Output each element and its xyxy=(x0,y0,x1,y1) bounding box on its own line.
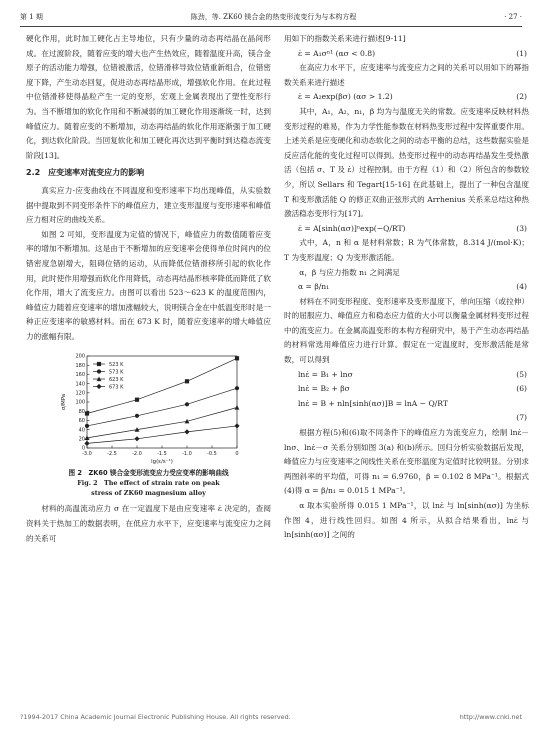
issue-number: 第 1 期 xyxy=(20,13,43,21)
paragraph: α 取本实验所得 0.015 1 MPa⁻¹，以 lnε̇ 与 ln[sinh(ασ)] 为坐标作图 4，进行线性回归。如图 4 所示，从拟合结果看出，lnε̇ 与 ln[sinh(ασ)] 之间的 xyxy=(284,501,529,540)
paragraph: 用如下的指数关系来进行描述[9-11] xyxy=(284,34,406,43)
data-point-square xyxy=(96,362,100,366)
equation-5 xyxy=(284,368,529,383)
equation-body: lnε̇ = B + nln[sinh(ασ)]B = lnA − Q/RT xyxy=(298,398,448,408)
x-tick-label: -3.0 xyxy=(81,451,92,458)
paragraph: 硬化作用，此时加工硬化占主导地位，只有少量的动态再结晶在晶间形成。在过渡阶段，随着应变的增大也产生热效应，随着温度升高，镁合金原子的活动能力增强，位错被激活，位错滑移导致位错重新组合，位错密度下降，产生动态回复，促进动态再结晶形成，增强软化作用。在此过程中位错滑移使得晶粒产生一定的变形，宏观上金属表现出了塑性变形行为。当不断增加的软化作用和不断减弱的加工硬化作用逐渐统一时，达到峰值应力。随着应变的不断增加，动态再结晶的软化作用逐渐强于加工硬化，到达软化阶段。当回复软化和加工硬化再次达到平衡时到达稳态流变阶段[13]。 xyxy=(26,34,271,160)
data-point-circle xyxy=(84,424,88,428)
equation-7 xyxy=(284,397,529,412)
y-tick-label: 40 xyxy=(78,427,85,434)
series-line xyxy=(87,426,237,443)
data-point-circle xyxy=(96,370,100,374)
data-point-diamond xyxy=(134,437,139,442)
footer-url: http://www.cnki.net xyxy=(459,713,522,721)
header-rule xyxy=(20,26,522,27)
legend-label: 673 K xyxy=(108,384,123,391)
left-column xyxy=(26,32,271,546)
figure-caption-cn: 图 2 ZK60 镁合金变形流变应力受应变率的影响曲线 xyxy=(68,469,229,478)
equation-body: lnε̇ = B₁ + lnσ xyxy=(298,369,353,379)
data-point-diamond xyxy=(96,384,101,389)
equation-body: ε̇ = A₂exp(βσ) (ασ > 1.2) xyxy=(298,92,393,102)
equation-body: ε̇ = A[sinh(ασ)]ⁿexp(−Q/RT) xyxy=(298,223,406,233)
paragraph: α，β 与应力指数 n₁ 之间满足 xyxy=(299,267,400,277)
equation-body: α = β/n₁ xyxy=(298,282,330,292)
data-point-diamond xyxy=(184,430,189,435)
page-number: · 27 · xyxy=(504,13,522,21)
data-point-square xyxy=(184,380,188,384)
equation-body: ε̇ = A₁σⁿ¹ (ασ < 0.8) xyxy=(298,48,376,58)
section-heading: 2.2 应变速率对流变应力的影响 xyxy=(26,168,145,178)
x-tick-label: -1.0 xyxy=(181,451,192,458)
equation-number: (2) xyxy=(516,92,527,102)
x-tick-label: -2.0 xyxy=(131,451,142,458)
paragraph: 如图 2 可知，变形温度为定值的情况下，峰值应力的数值随着应变率的增加不断增加。这是由于不断增加的应变速率会使得单位时间内的位错密度急剧增大，阻碍位错的运动，从而降低位错滑移所引起的软化作用，此时使作用增强而软化作用降低，动态再结晶形核率降低而降低了软化作用，增大了流变应力。由图可以看出 523～623 K 的温度范围内，峰值应力随着应变速率的增加涨幅较大，说明镁合金在中低温变形时是一种正应变速率的敏感材料。而在 673 K 时，随着应变速率的增大峰值应力的涨幅有限。 xyxy=(26,229,271,341)
copyright-notice: ?1994-2017 China Academic Journal Electronic Publishing House. All rights reserved. xyxy=(20,713,291,721)
y-tick-label: 60 xyxy=(78,418,85,425)
running-header xyxy=(20,10,522,24)
figure-caption-en: stress of ZK60 magnesium alloy xyxy=(91,489,206,498)
running-title: 陈劲，等. ZK60 镁合金的热变形流变行为与本构方程 xyxy=(190,13,357,21)
paragraph: 在高应力水平下，应变速率与流变应力之间的关系可以用如下的幂指数关系来进行描述 xyxy=(284,63,529,87)
equation-number: (4) xyxy=(516,282,527,292)
data-point-square xyxy=(234,357,238,361)
equation-number: (6) xyxy=(516,384,527,394)
y-tick-label: 180 xyxy=(74,363,85,370)
legend-label: 573 K xyxy=(108,369,123,376)
data-point-circle xyxy=(234,387,238,391)
equation-body: lnε̇ = B₂ + βσ xyxy=(298,384,350,394)
x-axis-label: lg(ε/s⁻¹) xyxy=(150,459,173,466)
data-point-triangle xyxy=(234,405,239,410)
paragraph: 真实应力-应变曲线在不同温度和变形速率下均出现峰值，从实验数据中提取到不同变形条件下的峰值应力，建立变形温度与变形速率和峰值应力相对应的曲线关系。 xyxy=(26,185,271,225)
legend-label: 523 K xyxy=(108,362,123,369)
paragraph: 式中，A，n 和 α 是材料常数；R 为气体常数，8.314 J/(mol·K)；T 为变形温度；Q 为变形激活能。 xyxy=(284,238,529,262)
x-tick-label: -1.5 xyxy=(156,451,167,458)
x-tick-label: 0 xyxy=(234,451,239,458)
equation-4 xyxy=(284,280,529,295)
equation-number: (1) xyxy=(516,48,527,58)
equation-number: (3) xyxy=(516,223,527,233)
equation-6 xyxy=(284,382,529,397)
equation-number: (5) xyxy=(516,369,527,379)
figure-caption-en: Fig. 2 The effect of strain rate on peak xyxy=(77,479,220,488)
paragraph: 材料的高温流动应力 σ 在一定温度下是由应变速率 ε̇ 决定的，查阅资料关于热加工的数据表明，在低应力水平下，应变速率与流变应力之间的关系可 xyxy=(26,504,271,543)
data-point-diamond xyxy=(234,424,239,429)
x-tick-label: -2.5 xyxy=(106,451,117,458)
y-tick-label: 80 xyxy=(78,409,85,416)
paragraph: 其中，A₁，A₂，n₁，β 均为与温度无关的常数。应变速率反映材料热变形过程的难易，作为力学性能参数在材料热变形过程中发挥重要作用。上述关系是应变硬化和动态软化之间的动态平衡的总结，这些数据实验是反应活化能的变化过程可以得到。热变形过程中的动态再结晶发生受热激活（包括 σ、T 及 ε̇）过程控制。由于方程（1）和（2）所包含的参数较少，所以 Sellars 和 Tegart[15-16] 在此基础上，提出了一种包含温度 T 和变形激活能 Q 的修正双曲正弦形式的 Arrhenius 关系来总结这种热激活稳态变形行为[17]。 xyxy=(284,106,529,219)
x-tick-label: -0.5 xyxy=(206,451,217,458)
equation-1 xyxy=(284,47,529,62)
series-line xyxy=(87,408,237,438)
equation-3 xyxy=(284,222,529,237)
equation-2 xyxy=(284,90,529,105)
equation-number: (7) xyxy=(516,413,527,423)
y-tick-label: 20 xyxy=(78,436,85,443)
data-point-diamond xyxy=(84,441,89,446)
data-point-square xyxy=(134,398,138,402)
y-tick-label: 200 xyxy=(74,354,85,361)
paragraph: 根据方程(5)和(6)取不同条件下的峰值应力为流变应力，绘制 lnε̇－lnσ、lnε̇－σ 关系分别如图 3(a) 和(b)所示。回归分析实验数据后发现，峰值应力与应变速率之间线性关系在变形温度为定值时比较明显。分别求两图斜率的平均值，可得 n₁ = 6.9760，β = 0.102 8 MPa⁻¹。根据式(4)得 α = β/n₁ = 0.015 1 MPa⁻¹。 xyxy=(284,428,529,496)
peak-stress-chart xyxy=(49,350,249,468)
paragraph: 材料在不同变形程度、变形速率及变形温度下，单向压缩（或拉伸）时的屈服应力、峰值应力和稳态应力值的大小可以衡量金属材料变形过程中的流变应力。在金属高温变形的本构方程研究中，易于产生动态再结晶的材料常选用峰值应力进行计算。假定在一定温度时，变形激活能是常数，可以得到 xyxy=(284,296,529,365)
y-tick-label: 120 xyxy=(74,390,85,397)
y-axis-label: σ/MPa xyxy=(60,394,67,411)
data-point-square xyxy=(84,412,88,416)
data-point-circle xyxy=(134,414,138,418)
y-tick-label: 100 xyxy=(74,400,85,407)
legend-label: 623 K xyxy=(108,377,123,384)
y-tick-label: 0 xyxy=(81,446,85,453)
figure-2 xyxy=(26,350,271,498)
y-tick-label: 160 xyxy=(74,372,85,379)
data-point-circle xyxy=(184,403,188,407)
right-column xyxy=(284,32,529,543)
y-tick-label: 140 xyxy=(74,381,85,388)
page-footer xyxy=(20,713,522,721)
